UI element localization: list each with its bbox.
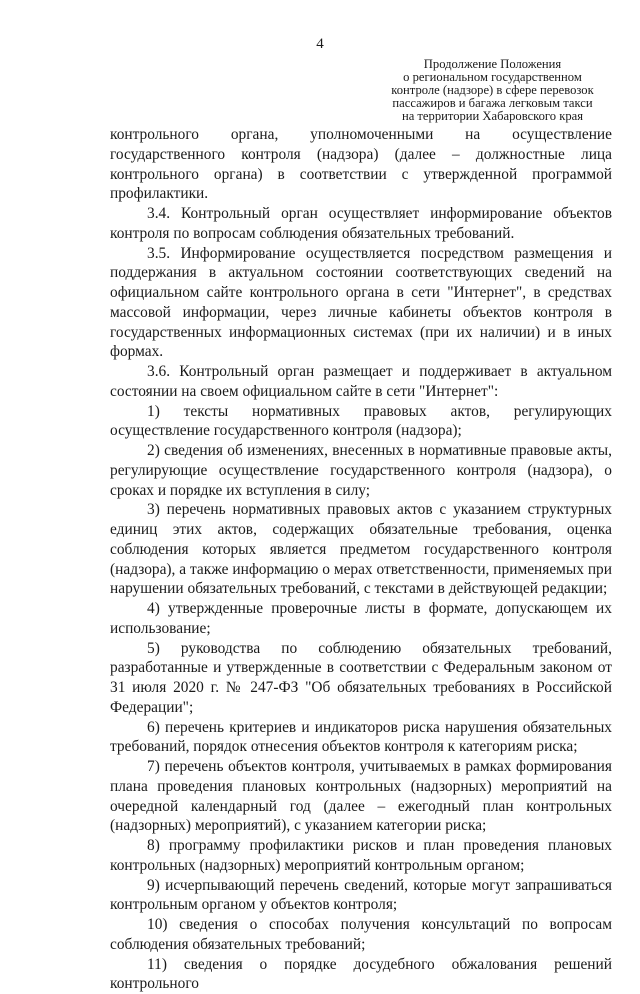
header-line: Продолжение Положения — [360, 58, 625, 71]
paragraph-continuation: контрольного органа, уполномоченными на осуществление государственного контроля (надзора) (далее – должностные лица контрольного органа) в соответствии с утвержденной программой профилактики. — [110, 125, 612, 204]
list-item-9: 9) исчерпывающий перечень сведений, которые могут запрашиваться контрольным органом у объектов контроля; — [110, 876, 612, 916]
list-item-2: 2) сведения об изменениях, внесенных в нормативные правовые акты, регулирующие осуществление государственного контроля (надзора), о сроках и порядке их вступления в силу; — [110, 441, 612, 500]
list-item-10: 10) сведения о способах получения консультаций по вопросам соблюдения обязательных требований; — [110, 915, 612, 955]
header-line: пассажиров и багажа легковым такси — [360, 97, 625, 110]
list-item-6: 6) перечень критериев и индикаторов риска нарушения обязательных требований, порядок отнесения объектов контроля к категориям риска; — [110, 718, 612, 758]
paragraph-3-4: 3.4. Контрольный орган осуществляет информирование объектов контроля по вопросам соблюдения обязательных требований. — [110, 204, 612, 244]
header-line: контроле (надзоре) в сфере перевозок — [360, 84, 625, 97]
paragraph-3-6: 3.6. Контрольный орган размещает и поддерживает в актуальном состоянии на своем официальном сайте в сети "Интернет": — [110, 362, 612, 402]
header-line: о региональном государственном — [360, 71, 625, 84]
list-item-1: 1) тексты нормативных правовых актов, регулирующих осуществление государственного контроля (надзора); — [110, 402, 612, 442]
list-item-3: 3) перечень нормативных правовых актов с указанием структурных единиц этих актов, содержащих обязательные требования, оценка соблюдения которых является предметом государственного контроля (надзора), а также информацию о мерах ответственности, применяемых при нарушении обязательных требований, с текстами в действующей редакции; — [110, 500, 612, 599]
document-body — [110, 125, 612, 994]
page-number: 4 — [0, 36, 640, 53]
list-item-11: 11) сведения о порядке досудебного обжалования решений контрольного — [110, 955, 612, 994]
list-item-8: 8) программу профилактики рисков и план проведения плановых контрольных (надзорных) мероприятий контрольным органом; — [110, 836, 612, 876]
list-item-4: 4) утвержденные проверочные листы в формате, допускающем их использование; — [110, 599, 612, 639]
header-line: на территории Хабаровского края — [360, 110, 625, 123]
paragraph-3-5: 3.5. Информирование осуществляется посредством размещения и поддержания в актуальном состоянии соответствующих сведений на официальном сайте контрольного органа в сети "Интернет", в средствах массовой информации, через личные кабинеты объектов контроля в государственных информационных системах (при их наличии) и в иных формах. — [110, 244, 612, 363]
list-item-5: 5) руководства по соблюдению обязательных требований, разработанные и утвержденные в соответствии с Федеральным законом от 31 июля 2020 г. № 247-ФЗ "Об обязательных требованиях в Российской Федерации"; — [110, 639, 612, 718]
document-header — [360, 58, 625, 123]
list-item-7: 7) перечень объектов контроля, учитываемых в рамках формирования плана проведения плановых контрольных (надзорных) мероприятий на очередной календарный год (далее – ежегодный план контрольных (надзорных) мероприятий), с указанием категории риска; — [110, 757, 612, 836]
